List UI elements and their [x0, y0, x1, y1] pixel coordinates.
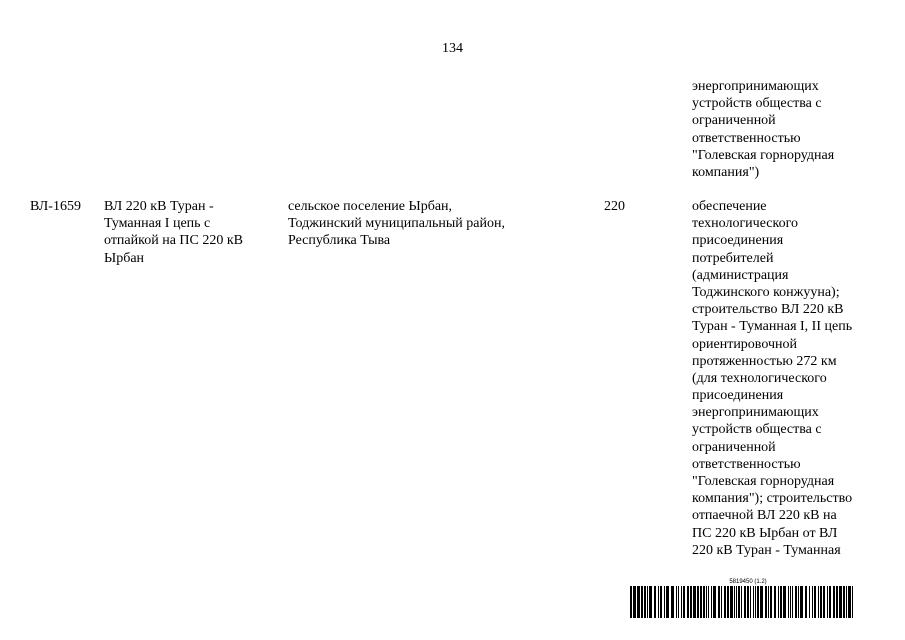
object-purpose: [692, 198, 852, 559]
text-line: потребителей: [692, 250, 774, 266]
text-line: ответственностью: [692, 456, 801, 472]
text-line: отпайкой на ПС 220 кВ: [104, 233, 244, 249]
text-line: Тоджинский муниципальный район,: [288, 216, 505, 232]
text-line: энергопринимающих: [692, 405, 819, 421]
text-line: Ырбан: [104, 250, 145, 266]
text-line: ответственностью: [692, 130, 801, 146]
text-line: сельское поселение Ырбан,: [288, 199, 453, 214]
text-line: компания"): [692, 164, 760, 180]
text-line: устройств общества с: [692, 422, 822, 438]
text-line: Туманная I цепь с: [104, 216, 211, 232]
text-line: (для технологического: [692, 370, 827, 386]
text-line: "Голевская горнорудная: [692, 474, 835, 489]
text-line: ВЛ 220 кВ Туран -: [104, 199, 214, 214]
text-line: Республика Тыва: [288, 233, 391, 249]
object-location: [288, 198, 505, 250]
text-line: энергопринимающих: [692, 79, 819, 94]
text-line: ограниченной: [692, 113, 776, 129]
text-line: (администрация: [692, 267, 789, 283]
text-line: обеспечение: [692, 199, 767, 214]
text-line: "Голевская горнорудная: [692, 147, 835, 163]
page-number: 134: [442, 41, 463, 56]
barcode-number: 5819450 (1.2): [729, 579, 767, 585]
text-line: ориентировочной: [692, 336, 797, 352]
text-line: отпаечной ВЛ 220 кВ на: [692, 508, 837, 524]
object-name: [104, 198, 243, 267]
text-line: Туран - Туманная I, II цепь: [692, 319, 853, 335]
text-line: Тоджинского конжууна);: [692, 284, 840, 300]
object-code: ВЛ-1659: [30, 199, 81, 214]
text-line: компания"); строительство: [692, 491, 853, 507]
voltage-value: 220: [604, 199, 625, 214]
text-line: присоединения: [692, 233, 784, 249]
text-line: 220 кВ Туран - Туманная: [692, 542, 841, 558]
barcode-bars: [630, 586, 856, 618]
continued-purpose-text: [692, 78, 834, 181]
text-line: ПС 220 кВ Ырбан от ВЛ: [692, 525, 838, 541]
text-line: присоединения: [692, 388, 784, 404]
text-line: строительство ВЛ 220 кВ: [692, 302, 844, 318]
text-line: ограниченной: [692, 439, 776, 455]
text-line: протяженностью 272 км: [692, 353, 837, 369]
text-line: устройств общества с: [692, 96, 822, 112]
barcode: [630, 578, 856, 618]
text-line: технологического: [692, 216, 798, 232]
